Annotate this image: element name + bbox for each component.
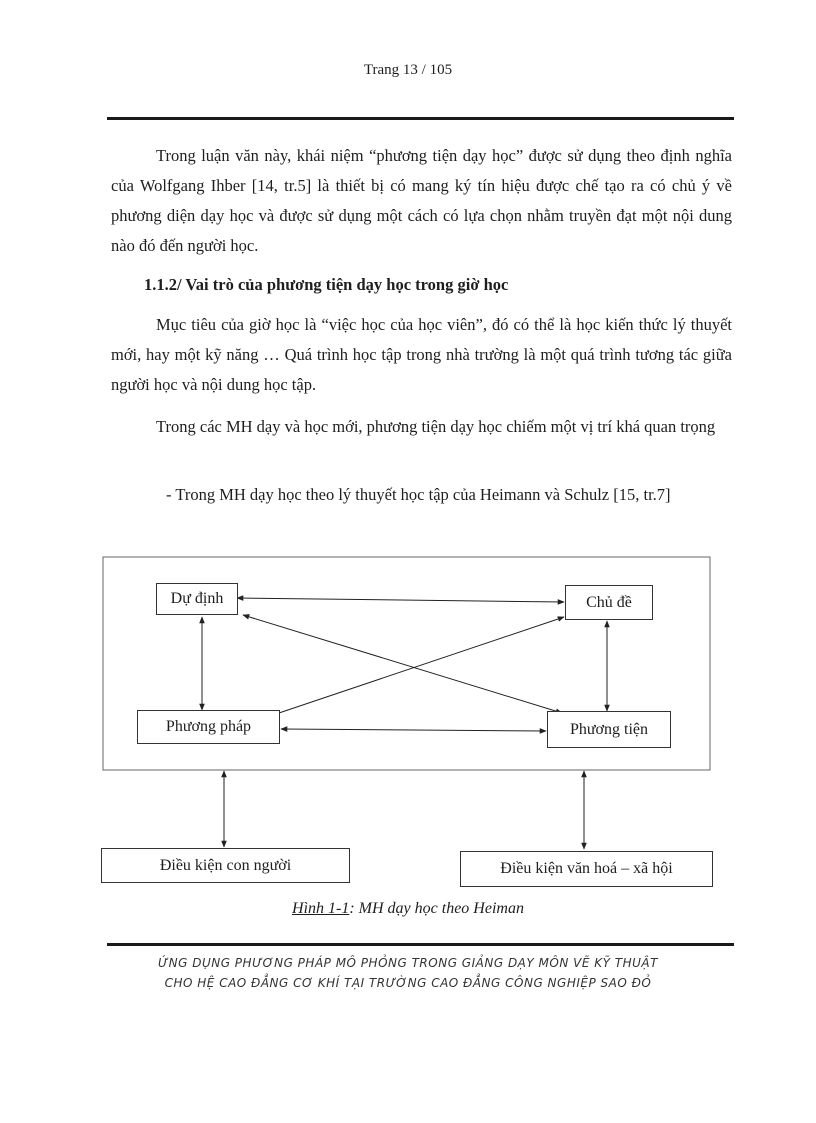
arrow-dudinh-chude <box>237 598 564 602</box>
arrow-phuongphap-phuongtien <box>281 729 546 731</box>
box-phuong-phap: Phương pháp <box>137 710 280 744</box>
box-du-dinh: Dự định <box>156 583 238 615</box>
section-heading-text: 1.1.2/ Vai trò của phương tiện dạy học trong giờ học <box>144 275 509 294</box>
paragraph-definition-text: Trong luận văn này, khái niệm “phương tiện dạy học” được sử dụng theo định nghĩa của Wolfgang Ihber [14, tr.5] là thiết bị có mang ký tín hiệu được chế tạo ra có chủ ý về phương diện dạy học và được sử dụng một cách có lựa chọn nhằm truyền đạt một nội dung nào đó đến người học. <box>111 146 732 255</box>
box-phuong-tien: Phương tiện <box>547 711 671 748</box>
paragraph-models-text: Trong các MH dạy và học mới, phương tiện dạy học chiếm một vị trí khá quan trọng <box>156 417 716 436</box>
footer-line-2: CHO HỆ CAO ĐẲNG CƠ KHÍ TẠI TRƯỜNG CAO ĐẲNG CÔNG NGHIỆP SAO ĐỎ <box>164 976 652 990</box>
box-chu-de: Chủ đề <box>565 585 653 620</box>
footer-line-1: ỨNG DỤNG PHƯƠNG PHÁP MÔ PHỎNG TRONG GIẢNG DẠY MÔN VẼ KỸ THUẬT <box>158 956 658 970</box>
arrow-dudinh-phuongtien <box>243 615 562 713</box>
figure-caption-label: Hình 1-1 <box>292 900 350 917</box>
box-dieu-kien-van-hoa: Điều kiện văn hoá – xã hội <box>460 851 713 887</box>
paragraph-heimann-text: - Trong MH dạy học theo lý thuyết học tập của Heimann và Schulz [15, tr.7] <box>166 485 671 504</box>
paragraph-goal-text: Mục tiêu của giờ học là “việc học của học viên”, đó có thể là học kiến thức lý thuyết mới, hay một kỹ năng … Quá trình học tập trong nhà trường là một quá trình tương tác giữa người học và nội dung học tập. <box>111 315 732 394</box>
box-dieu-kien-con-nguoi: Điều kiện con người <box>101 848 350 883</box>
page-number: Trang 13 / 105 <box>363 62 453 78</box>
figure-caption-text: : MH dạy học theo Heiman <box>349 900 524 917</box>
footer-rule <box>107 943 734 946</box>
figure-caption <box>0 900 816 918</box>
